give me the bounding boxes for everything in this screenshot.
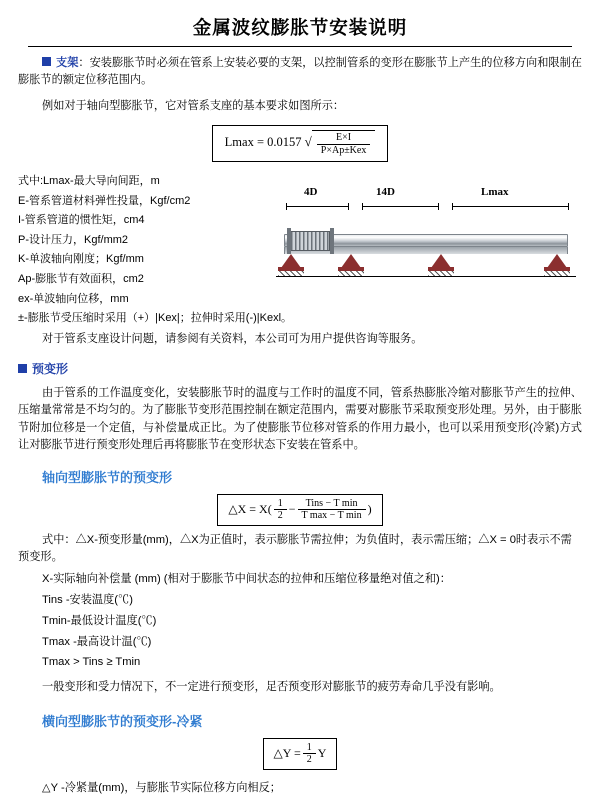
- legend-figure-row: [18, 172, 582, 329]
- axial-formula-box: [217, 494, 382, 526]
- legend-item: ex-单波轴向位移，mm: [18, 292, 129, 305]
- legend-item: E-管系管道材料弹性投量，Kgf/cm2: [18, 194, 191, 207]
- legend-item: Ap-膨胀节有效面积，cm2: [18, 272, 144, 285]
- diagram-dimension-labels: [276, 186, 576, 202]
- predeform-section-heading: 预变形: [18, 360, 582, 377]
- support-example-text: 例如对于轴向型膨胀节，它对管系支座的基本要求如图所示：: [42, 99, 345, 112]
- legend-item: ±-膨胀节受压缩时采用（+）|Kex|；拉伸时采用(-)|Kexl。: [18, 312, 293, 325]
- flange-right: [330, 228, 334, 254]
- diagram-label-4d: 4D: [304, 186, 318, 199]
- ground-line: [276, 276, 576, 277]
- formula-main-denominator: P×Ap±Kex: [320, 144, 367, 156]
- axial-predeform-heading: 轴向型膨胀节的预变形: [42, 469, 173, 485]
- axial-formula-container: [18, 494, 582, 526]
- legend-item: P-设计压力，Kgf/mm2: [18, 233, 129, 246]
- axial-formula-rhs: ): [367, 501, 372, 516]
- formula-main-box: [212, 125, 389, 162]
- axial-variable-list: [18, 569, 582, 673]
- legend-item: I-管系管道的惯性矩，cm4: [18, 214, 145, 227]
- support-section-heading: 支架: [56, 57, 79, 69]
- formula-main-container: [18, 115, 582, 166]
- legend-item: 式中:Lmax-最大导向间距，m: [18, 175, 160, 188]
- lateral-formula-container: [18, 738, 582, 770]
- diagram-label-14d: 14D: [376, 186, 395, 199]
- axial-formula-minus: −: [288, 501, 296, 516]
- axial-variable-item: Tmax > Tins ≥ Tmin: [42, 656, 141, 669]
- axial-variable-item: Tmin-最低设计温度(℃): [42, 614, 157, 627]
- axial-variable-item: Tmax -最高设计温(℃): [42, 635, 152, 648]
- dimension-lines: [276, 202, 576, 212]
- support-section-paragraph: 支架：安装膨胀节时必须在管系上安装必要的支架，以控制管系的变形在膨胀节上产生的位移方向和限制在膨胀节的额定位移范围内。: [18, 57, 582, 87]
- pipe-support-anchor: [278, 254, 304, 274]
- bellows-expansion-joint: [290, 231, 330, 251]
- pipe-support-guide-1: [338, 254, 364, 274]
- consult-note: 对于管系支座设计问题，请参阅有关资料，本公司可为用户提供咨询等服务。: [42, 332, 423, 345]
- blue-square-bullet-icon-2: [18, 364, 27, 373]
- formula-main-numerator: E×I: [317, 132, 371, 145]
- diagram-label-lmax: Lmax: [481, 186, 509, 199]
- sqrt-icon: √: [304, 134, 312, 150]
- lateral-formula-rhs: Y: [317, 745, 327, 760]
- legend-item: K-单波轴向刚度；Kgf/mm: [18, 253, 144, 266]
- axial-variable-item: X-实际轴向补偿量 (mm) (相对于膨胀节中间状态的拉伸和压缩位移量绝对值之和)：: [42, 573, 451, 586]
- formula-main-lhs: Lmax = 0.0157: [224, 134, 302, 149]
- axial-where-text: 式中：△X-预变形量(mm)，△X为正值时，表示膨胀节需拉伸；为负值时，表示需压缩；△X = 0时表示不需预变形。: [18, 533, 572, 564]
- lateral-formula-lhs: △Y =: [273, 745, 301, 760]
- axial-formula-lhs: △X = X(: [228, 501, 272, 516]
- lateral-formula-half: $\frac{1}{2}$: [303, 742, 316, 766]
- pipe-support-guide-2: [428, 254, 454, 274]
- piping-support-diagram: [276, 186, 576, 296]
- legend-list: [18, 172, 293, 329]
- lateral-where-text: △Y -冷紧量(mm)，与膨胀节实际位移方向相反；: [42, 781, 281, 794]
- lateral-formula-box: [263, 738, 338, 770]
- axial-tail-text: 一般变形和受力情况下，不一定进行预变形，足否预变形对膨胀节的疲劳寿命几乎没有影响。: [42, 680, 501, 693]
- pipe-assembly: [276, 214, 576, 284]
- formula-main-fraction: [312, 130, 376, 156]
- blue-square-bullet-icon: [42, 57, 51, 66]
- pipe-support-guide-3: [544, 254, 570, 274]
- title-divider: [28, 46, 572, 47]
- page-title: 金属波纹膨胀节安装说明: [192, 19, 408, 39]
- axial-variable-item: Tins -安装温度(℃): [42, 594, 133, 607]
- axial-formula-half: $\frac{1}{2}$: [274, 498, 287, 522]
- flange-left: [287, 228, 291, 254]
- axial-formula-temp-fraction: $\frac{\text{Tins − T min}}{\text{T max − T min}}$: [298, 498, 366, 522]
- support-section-text: 安装膨胀节时必须在管系上安装必要的支架，以控制管系的变形在膨胀节上产生的位移方向和限制在膨胀节的额定位移范围内。: [18, 57, 582, 87]
- lateral-predeform-heading: 横向型膨胀节的预变形-冷紧: [42, 713, 203, 729]
- predeform-section-text: 由于管系的工作温度变化，安装膨胀节时的温度与工作时的温度不同，管系热膨胀冷缩对膨胀节产生的拉伸、压缩量常常是不均匀的。为了膨胀节变形范围控制在额定范围内，需要对膨胀节采取预变形处理。另外，由于膨胀节附加位移是一个定值，与补偿量成正比。为了使膨胀节位移对管系的作用力最小，也可以采用预变形(冷紧)方式让对膨胀节进行预变形处理后再将膨胀节在变形状态下安装在管系中。: [18, 387, 582, 452]
- document-page: [0, 14, 600, 794]
